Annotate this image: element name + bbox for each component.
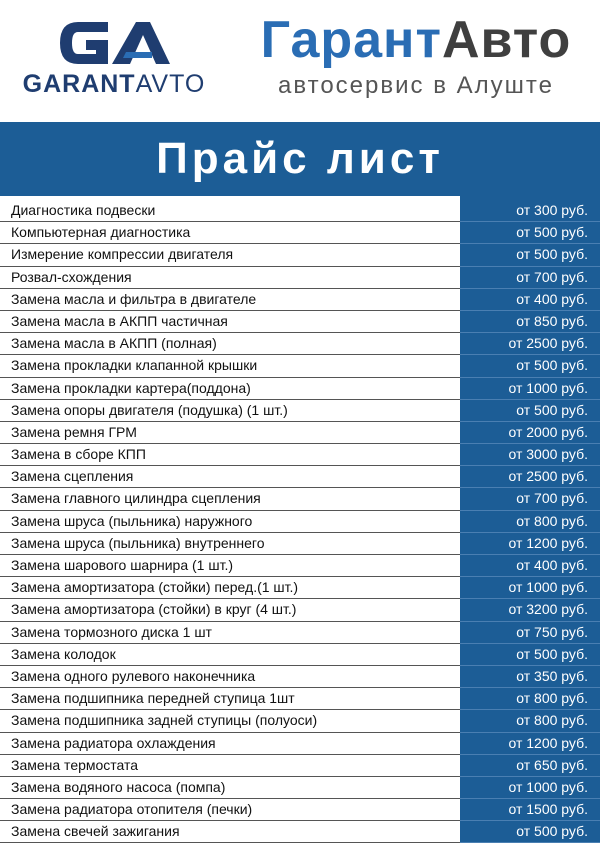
table-row	[0, 200, 600, 222]
service-name: Замена в сборе КПП	[0, 444, 460, 466]
service-name: Замена радиатора охлаждения	[0, 733, 460, 755]
service-name: Замена опоры двигателя (подушка) (1 шт.)	[0, 400, 460, 422]
service-name: Замена амортизатора (стойки) в круг (4 шт.)	[0, 599, 460, 621]
tagline: автосервис в Алуште	[278, 72, 554, 99]
service-name: Замена масла в АКПП частичная	[0, 311, 460, 333]
service-name: Замена ремня ГРМ	[0, 422, 460, 444]
service-name: Замена сцепления	[0, 466, 460, 488]
service-name: Замена водяного насоса (помпа)	[0, 777, 460, 799]
table-row	[0, 400, 600, 422]
table-row	[0, 466, 600, 488]
service-name: Замена шарового шарнира (1 шт.)	[0, 555, 460, 577]
table-row	[0, 311, 600, 333]
service-price: от 300 руб.	[460, 200, 600, 222]
table-row	[0, 622, 600, 644]
service-name: Замена прокладки клапанной крышки	[0, 355, 460, 377]
price-table	[0, 200, 600, 843]
logo-text	[14, 70, 214, 99]
service-price: от 800 руб.	[460, 710, 600, 732]
table-row	[0, 244, 600, 266]
service-name: Замена главного цилиндра сцепления	[0, 488, 460, 510]
service-name: Замена тормозного диска 1 шт	[0, 622, 460, 644]
table-row	[0, 644, 600, 666]
service-price: от 2000 руб.	[460, 422, 600, 444]
service-price: от 350 руб.	[460, 666, 600, 688]
table-row	[0, 799, 600, 821]
table-row	[0, 710, 600, 732]
service-name: Замена свечей зажигания	[0, 821, 460, 843]
service-price: от 500 руб.	[460, 644, 600, 666]
service-price: от 800 руб.	[460, 511, 600, 533]
service-price: от 1000 руб.	[460, 577, 600, 599]
table-row	[0, 488, 600, 510]
ga-logo-mark-icon	[56, 18, 172, 68]
table-row	[0, 666, 600, 688]
service-name: Замена подшипника задней ступицы (полуоси)	[0, 710, 460, 732]
table-row	[0, 333, 600, 355]
brand-part1: Гарант	[260, 11, 442, 69]
table-row	[0, 267, 600, 289]
service-price: от 500 руб.	[460, 821, 600, 843]
service-price: от 800 руб.	[460, 688, 600, 710]
brand-name	[232, 10, 600, 70]
table-row	[0, 422, 600, 444]
service-price: от 500 руб.	[460, 244, 600, 266]
service-name: Розвал-схождения	[0, 267, 460, 289]
service-name: Замена прокладки картера(поддона)	[0, 378, 460, 400]
service-price: от 1000 руб.	[460, 378, 600, 400]
table-row	[0, 733, 600, 755]
service-price: от 700 руб.	[460, 488, 600, 510]
service-name: Замена масла и фильтра в двигателе	[0, 289, 460, 311]
table-row	[0, 378, 600, 400]
table-row	[0, 688, 600, 710]
service-name: Замена одного рулевого наконечника	[0, 666, 460, 688]
table-row	[0, 533, 600, 555]
service-name: Замена шруса (пыльника) наружного	[0, 511, 460, 533]
table-row	[0, 355, 600, 377]
service-name: Замена шруса (пыльника) внутреннего	[0, 533, 460, 555]
table-row	[0, 821, 600, 843]
table-row	[0, 511, 600, 533]
service-price: от 2500 руб.	[460, 333, 600, 355]
table-row	[0, 222, 600, 244]
service-price: от 1200 руб.	[460, 533, 600, 555]
service-name: Замена радиатора отопителя (печки)	[0, 799, 460, 821]
table-row	[0, 289, 600, 311]
service-price: от 500 руб.	[460, 355, 600, 377]
service-name: Компьютерная диагностика	[0, 222, 460, 244]
header	[0, 0, 600, 122]
table-row	[0, 577, 600, 599]
service-price: от 1200 руб.	[460, 733, 600, 755]
service-price: от 3000 руб.	[460, 444, 600, 466]
page-title: Прайс лист	[156, 134, 444, 183]
service-name: Замена амортизатора (стойки) перед.(1 шт.)	[0, 577, 460, 599]
service-price: от 400 руб.	[460, 289, 600, 311]
brand-part2: Авто	[441, 11, 572, 69]
service-price: от 650 руб.	[460, 755, 600, 777]
table-row	[0, 444, 600, 466]
logo	[14, 14, 214, 104]
service-name: Замена подшипника передней ступица 1шт	[0, 688, 460, 710]
service-price: от 500 руб.	[460, 222, 600, 244]
service-name: Замена термостата	[0, 755, 460, 777]
service-price: от 2500 руб.	[460, 466, 600, 488]
service-name: Замена колодок	[0, 644, 460, 666]
service-name: Замена масла в АКПП (полная)	[0, 333, 460, 355]
service-price: от 500 руб.	[460, 400, 600, 422]
title-banner	[0, 122, 600, 196]
table-row	[0, 555, 600, 577]
service-price: от 1000 руб.	[460, 777, 600, 799]
service-price: от 400 руб.	[460, 555, 600, 577]
table-row	[0, 599, 600, 621]
service-price: от 850 руб.	[460, 311, 600, 333]
logo-text-light: AVTO	[135, 70, 206, 98]
service-price: от 700 руб.	[460, 267, 600, 289]
table-row	[0, 777, 600, 799]
service-price: от 3200 руб.	[460, 599, 600, 621]
service-name: Измерение компрессии двигателя	[0, 244, 460, 266]
table-row	[0, 755, 600, 777]
logo-text-bold: GARANT	[22, 70, 136, 98]
service-name: Диагностика подвески	[0, 200, 460, 222]
service-price: от 1500 руб.	[460, 799, 600, 821]
service-price: от 750 руб.	[460, 622, 600, 644]
